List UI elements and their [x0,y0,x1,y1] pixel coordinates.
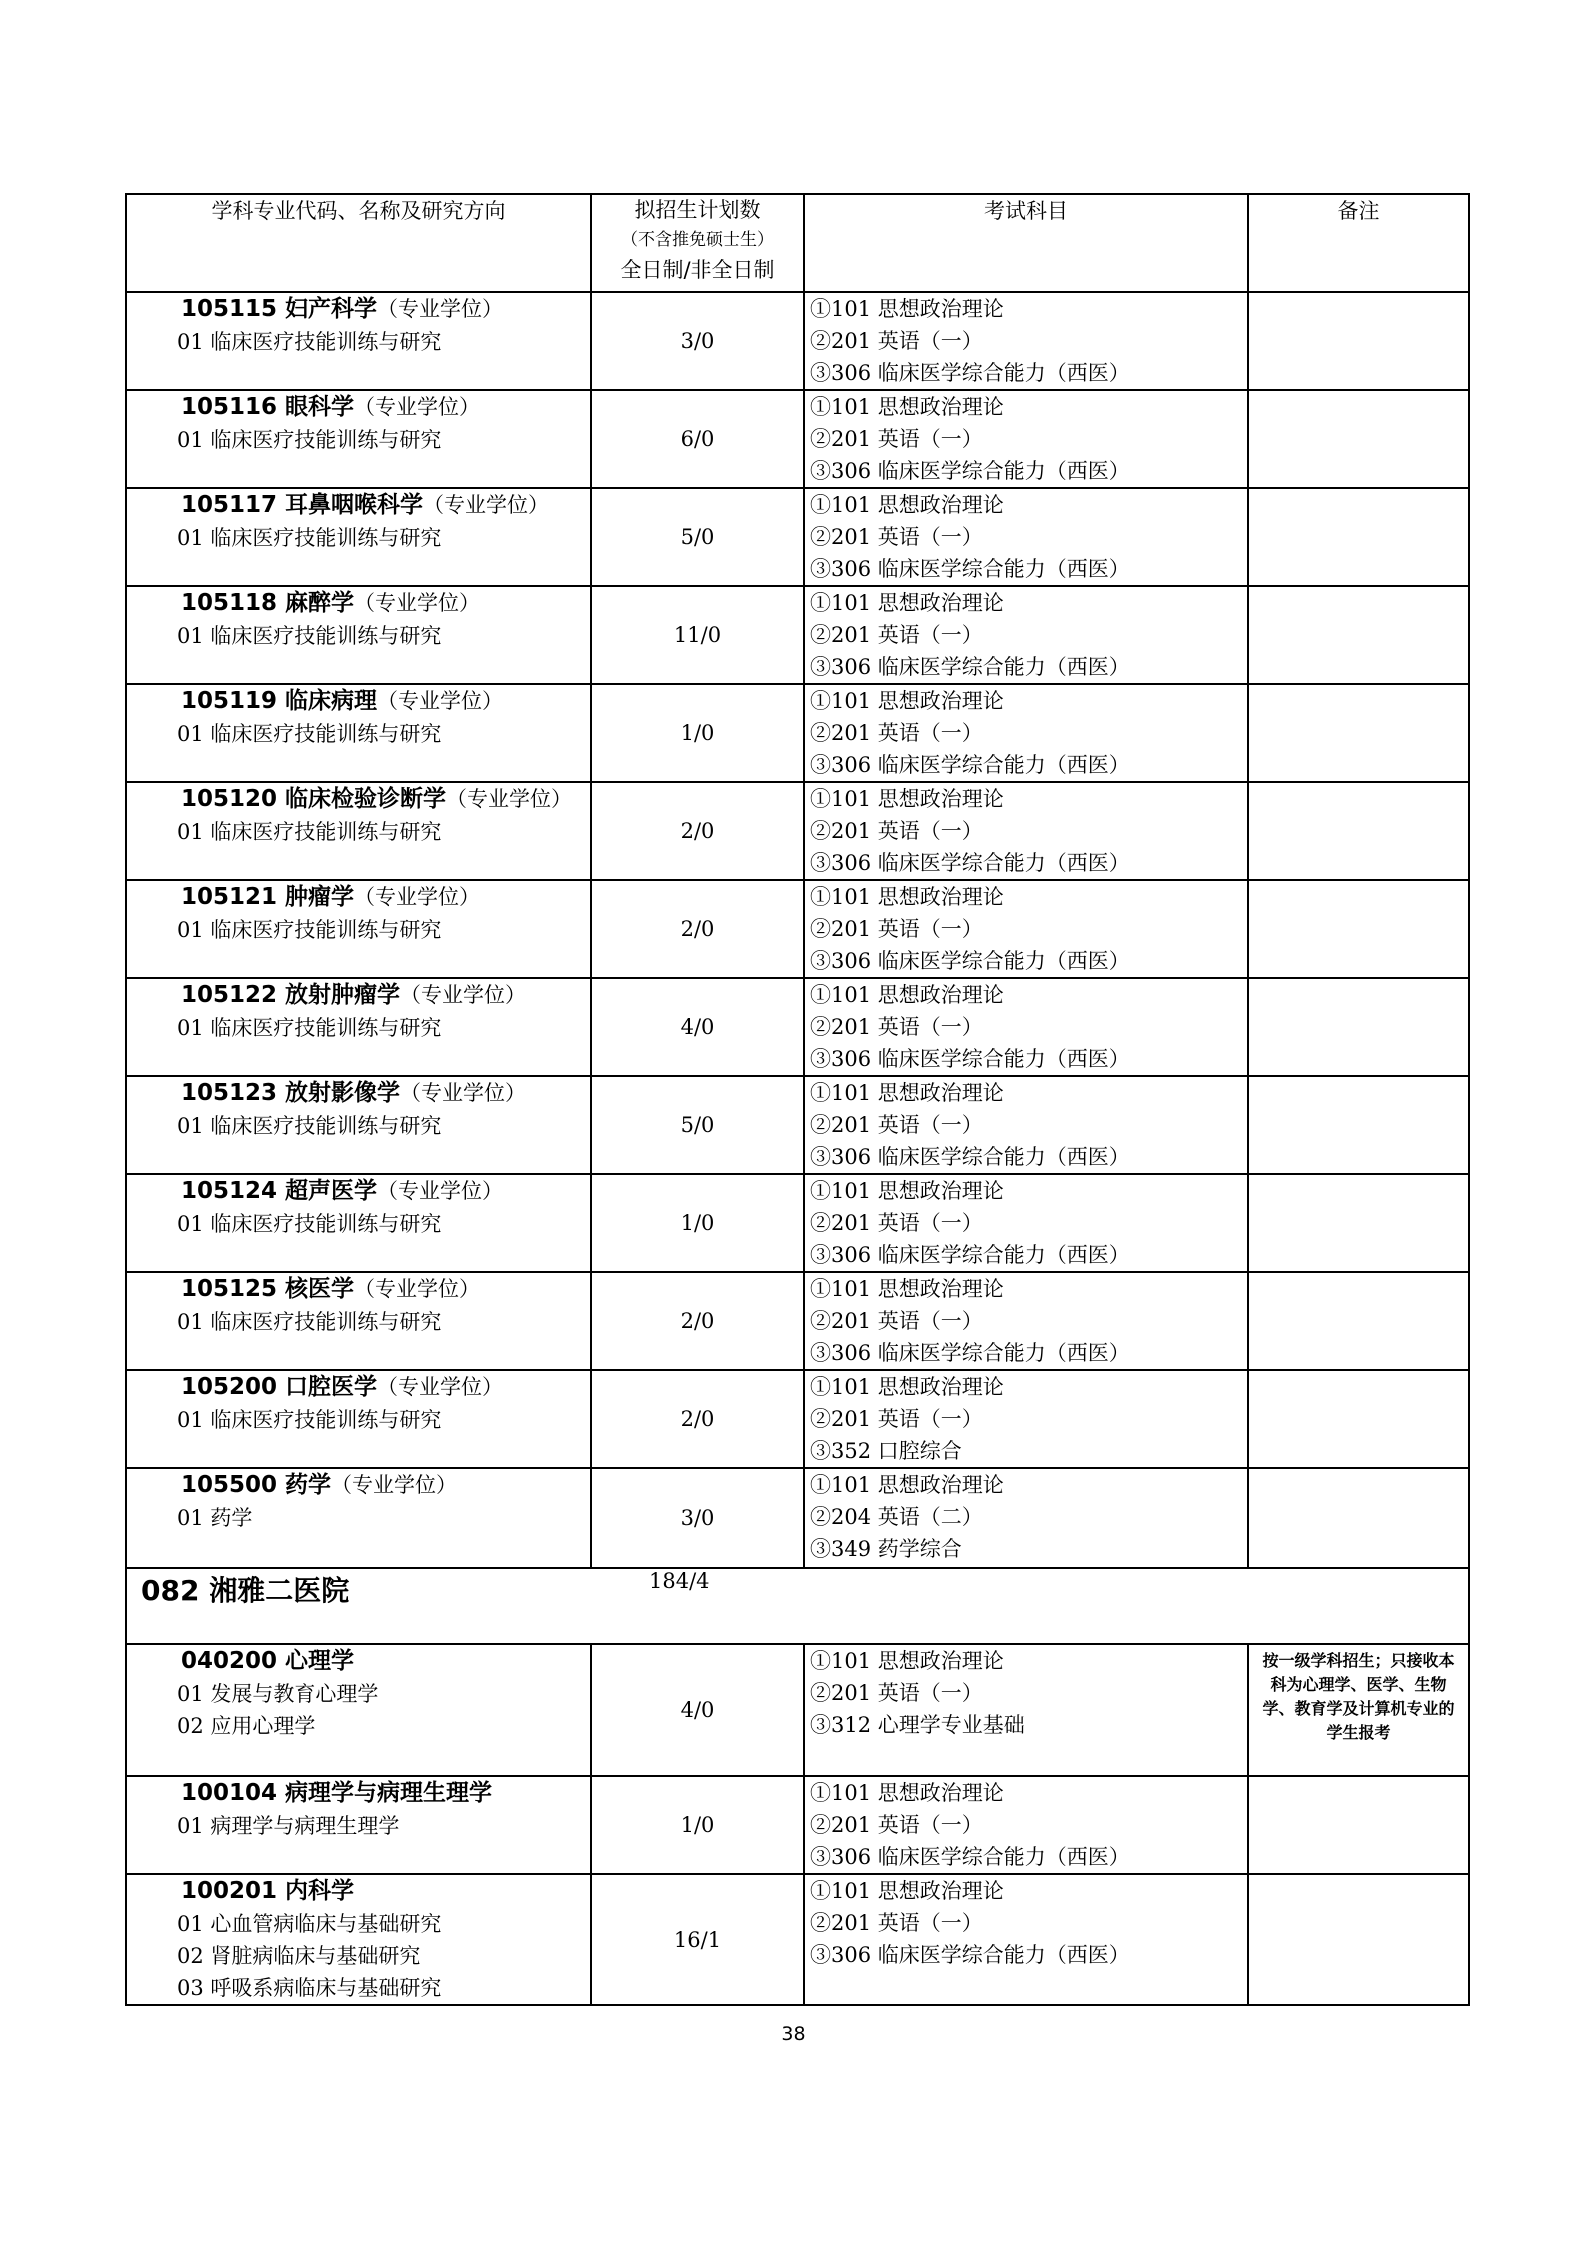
major-title [127,1777,590,1810]
exam-cell [804,1174,1248,1272]
exam-subject: ②201 英语（一） [810,1911,983,1935]
exam-subject: ①101 思想政治理论 [810,885,1004,909]
major-title [127,1875,590,1908]
major-cell [126,390,591,488]
exam-subject: ②201 英语（一） [810,721,983,745]
exam-cell [804,1468,1248,1568]
major-code-name: 105115 妇产科学 [181,296,378,322]
exam-subject: ③349 药学综合 [810,1537,962,1561]
research-direction: 01 临床医疗技能训练与研究 [177,624,442,648]
major-cell [126,684,591,782]
degree-type: （专业学位） [354,885,481,909]
exam-subject: ①101 思想政治理论 [810,1179,1004,1203]
exam-subject: ①101 思想政治理论 [810,1375,1004,1399]
table-row [126,488,1469,586]
major-cell [126,292,591,390]
plan-count: 1/0 [591,684,804,782]
research-direction: 01 临床医疗技能训练与研究 [177,1114,442,1138]
exam-subject: ②201 英语（一） [810,525,983,549]
major-cell [126,1076,591,1174]
research-direction: 01 发展与教育心理学 [177,1682,379,1706]
exam-cell [804,978,1248,1076]
research-direction: 01 临床医疗技能训练与研究 [177,820,442,844]
note-cell [1248,586,1469,684]
note-cell [1248,684,1469,782]
exam-cell [804,1776,1248,1874]
major-code-name: 105116 眼科学 [181,394,355,420]
major-code-name: 105125 核医学 [181,1276,355,1302]
degree-type: （专业学位） [423,493,550,517]
major-title [127,1371,590,1404]
table-row [126,1076,1469,1174]
note-cell [1248,1174,1469,1272]
exam-subject: ①101 思想政治理论 [810,1081,1004,1105]
degree-type: （专业学位） [354,395,481,419]
note-cell [1248,1776,1469,1874]
degree-type: （专业学位） [446,787,573,811]
plan-count: 1/0 [591,1776,804,1874]
major-code-name: 105200 口腔医学 [181,1374,378,1400]
plan-count: 5/0 [591,1076,804,1174]
exam-subject: ③306 临床医学综合能力（西医） [810,851,1130,875]
exam-subject: ①101 思想政治理论 [810,591,1004,615]
table-row [126,1370,1469,1468]
exam-subject: ③352 口腔综合 [810,1439,962,1463]
exam-subject: ①101 思想政治理论 [810,983,1004,1007]
exam-subject: ②201 英语（一） [810,1407,983,1431]
exam-subject: ②201 英语（一） [810,1015,983,1039]
major-title [127,979,590,1012]
research-direction: 01 临床医疗技能训练与研究 [177,1310,442,1334]
major-code-name: 100104 病理学与病理生理学 [181,1780,493,1806]
major-title [127,293,590,326]
plan-count: 2/0 [591,1272,804,1370]
note-cell [1248,1076,1469,1174]
exam-cell [804,1370,1248,1468]
major-code-name: 105121 肿瘤学 [181,884,355,910]
note-cell [1248,978,1469,1076]
major-title [127,685,590,718]
degree-type: （专业学位） [400,983,527,1007]
exam-subject: ②201 英语（一） [810,1309,983,1333]
note-cell [1248,390,1469,488]
major-code-name: 100201 内科学 [181,1878,355,1904]
table-row [126,292,1469,390]
degree-type: （专业学位） [377,297,504,321]
table-row [126,978,1469,1076]
exam-subject: ②201 英语（一） [810,1211,983,1235]
major-cell [126,586,591,684]
plan-count: 2/0 [591,880,804,978]
table-row [126,1174,1469,1272]
note-text: 按一级学科招生；只接收本科为心理学、医学、生物学、教育学及计算机专业的学生报考 [1262,1651,1455,1742]
exam-subject: ③306 临床医学综合能力（西医） [810,1845,1130,1869]
table-row [126,1776,1469,1874]
note-cell [1248,1468,1469,1568]
exam-subject: ③306 临床医学综合能力（西医） [810,1145,1130,1169]
exam-subject: ②201 英语（一） [810,1113,983,1137]
research-direction: 01 临床医疗技能训练与研究 [177,428,442,452]
research-direction: 03 呼吸系病临床与基础研究 [177,1976,442,2000]
exam-subject: ③306 临床医学综合能力（西医） [810,1243,1130,1267]
major-title [127,1175,590,1208]
table-row [126,586,1469,684]
header-plan-note: （不含推免硕士生） [621,230,774,250]
page-number: 38 [781,2023,806,2045]
exam-cell [804,390,1248,488]
degree-type: （专业学位） [377,1179,504,1203]
degree-type: （专业学位） [331,1473,458,1497]
header-note: 备注 [1248,194,1469,292]
exam-subject: ①101 思想政治理论 [810,689,1004,713]
note-cell [1248,488,1469,586]
plan-count: 4/0 [591,1644,804,1776]
research-direction: 01 临床医疗技能训练与研究 [177,918,442,942]
plan-count: 3/0 [591,1468,804,1568]
admissions-table [125,193,1470,2006]
major-title [127,587,590,620]
table-row [126,1874,1469,2005]
exam-subject: ②201 英语（一） [810,329,983,353]
exam-cell [804,782,1248,880]
research-direction: 01 临床医疗技能训练与研究 [177,1212,442,1236]
exam-subject: ③306 临床医学综合能力（西医） [810,949,1130,973]
exam-cell [804,1272,1248,1370]
exam-cell [804,880,1248,978]
note-cell [1248,292,1469,390]
exam-cell [804,1874,1248,2005]
plan-count: 3/0 [591,292,804,390]
degree-type: （专业学位） [354,591,481,615]
major-cell [126,782,591,880]
note-cell [1248,1272,1469,1370]
research-direction: 01 临床医疗技能训练与研究 [177,526,442,550]
exam-cell [804,292,1248,390]
major-title [127,1273,590,1306]
major-title [127,783,590,816]
exam-subject: ①101 思想政治理论 [810,1879,1004,1903]
exam-subject: ②201 英语（一） [810,623,983,647]
degree-type: （专业学位） [400,1081,527,1105]
exam-cell [804,1076,1248,1174]
major-code-name: 105119 临床病理 [181,688,378,714]
major-title [127,1469,590,1502]
exam-cell [804,488,1248,586]
table-row [126,684,1469,782]
major-cell [126,1874,591,2005]
plan-count: 4/0 [591,978,804,1076]
exam-subject: ①101 思想政治理论 [810,493,1004,517]
exam-subject: ①101 思想政治理论 [810,787,1004,811]
exam-subject: ③306 临床医学综合能力（西医） [810,459,1130,483]
exam-subject: ②201 英语（一） [810,819,983,843]
major-title [127,881,590,914]
department-plan: 184/4 [591,1568,1469,1644]
exam-cell [804,684,1248,782]
note-cell [1248,1874,1469,2005]
research-direction: 01 心血管病临床与基础研究 [177,1912,442,1936]
major-cell [126,1272,591,1370]
major-code-name: 105122 放射肿瘤学 [181,982,401,1008]
plan-count: 16/1 [591,1874,804,2005]
exam-subject: ②201 英语（一） [810,427,983,451]
major-title [127,1645,590,1678]
exam-subject: ②201 英语（一） [810,917,983,941]
table-row [126,1468,1469,1568]
table-row [126,782,1469,880]
exam-subject: ②204 英语（二） [810,1505,983,1529]
table-row [126,390,1469,488]
note-cell [1248,782,1469,880]
major-cell [126,880,591,978]
header-exam: 考试科目 [804,194,1248,292]
major-title [127,391,590,424]
exam-subject: ①101 思想政治理论 [810,1277,1004,1301]
note-cell [1248,880,1469,978]
research-direction: 02 肾脏病临床与基础研究 [177,1944,421,1968]
research-direction: 02 应用心理学 [177,1714,316,1738]
plan-count: 6/0 [591,390,804,488]
exam-cell [804,1644,1248,1776]
major-cell [126,488,591,586]
exam-subject: ③306 临床医学综合能力（西医） [810,753,1130,777]
exam-subject: ①101 思想政治理论 [810,395,1004,419]
exam-subject: ③306 临床医学综合能力（西医） [810,361,1130,385]
exam-subject: ①101 思想政治理论 [810,1781,1004,1805]
major-code-name: 105118 麻醉学 [181,590,355,616]
degree-type: （专业学位） [354,1277,481,1301]
exam-cell [804,586,1248,684]
major-cell [126,1776,591,1874]
research-direction: 01 病理学与病理生理学 [177,1814,400,1838]
note-cell [1248,1370,1469,1468]
major-code-name: 105124 超声医学 [181,1178,378,1204]
major-code-name: 105120 临床检验诊断学 [181,786,447,812]
header-major: 学科专业代码、名称及研究方向 [126,194,591,292]
table-header [126,194,1469,292]
exam-subject: ①101 思想政治理论 [810,1473,1004,1497]
exam-subject: ③312 心理学专业基础 [810,1713,1025,1737]
plan-count: 2/0 [591,1370,804,1468]
plan-count: 2/0 [591,782,804,880]
degree-type: （专业学位） [377,1375,504,1399]
major-cell [126,978,591,1076]
exam-subject: ①101 思想政治理论 [810,297,1004,321]
major-code-name: 040200 心理学 [181,1648,355,1674]
major-code-name: 105500 药学 [181,1472,332,1498]
table-row [126,880,1469,978]
exam-subject: ③306 临床医学综合能力（西医） [810,655,1130,679]
research-direction: 01 临床医疗技能训练与研究 [177,722,442,746]
header-plan-mode: 全日制/非全日制 [620,258,775,282]
exam-subject: ③306 临床医学综合能力（西医） [810,1943,1130,1967]
department-name: 082 湘雅二医院 [126,1568,591,1644]
plan-count: 1/0 [591,1174,804,1272]
major-cell [126,1370,591,1468]
major-cell [126,1644,591,1776]
exam-subject: ②201 英语（一） [810,1681,983,1705]
table-row [126,1272,1469,1370]
research-direction: 01 临床医疗技能训练与研究 [177,330,442,354]
plan-count: 5/0 [591,488,804,586]
major-code-name: 105117 耳鼻咽喉科学 [181,492,424,518]
major-code-name: 105123 放射影像学 [181,1080,401,1106]
exam-subject: ③306 临床医学综合能力（西医） [810,1341,1130,1365]
table-row [126,1644,1469,1776]
exam-subject: ②201 英语（一） [810,1813,983,1837]
note-cell [1248,1644,1469,1776]
research-direction: 01 临床医疗技能训练与研究 [177,1016,442,1040]
major-cell [126,1174,591,1272]
research-direction: 01 药学 [177,1506,253,1530]
major-cell [126,1468,591,1568]
major-title [127,1077,590,1110]
degree-type: （专业学位） [377,689,504,713]
research-direction: 01 临床医疗技能训练与研究 [177,1408,442,1432]
header-plan [591,194,804,292]
exam-subject: ③306 临床医学综合能力（西医） [810,557,1130,581]
plan-count: 11/0 [591,586,804,684]
department-row [126,1568,1469,1644]
major-title [127,489,590,522]
header-plan-title: 拟招生计划数 [634,198,761,222]
exam-subject: ①101 思想政治理论 [810,1649,1004,1673]
exam-subject: ③306 临床医学综合能力（西医） [810,1047,1130,1071]
